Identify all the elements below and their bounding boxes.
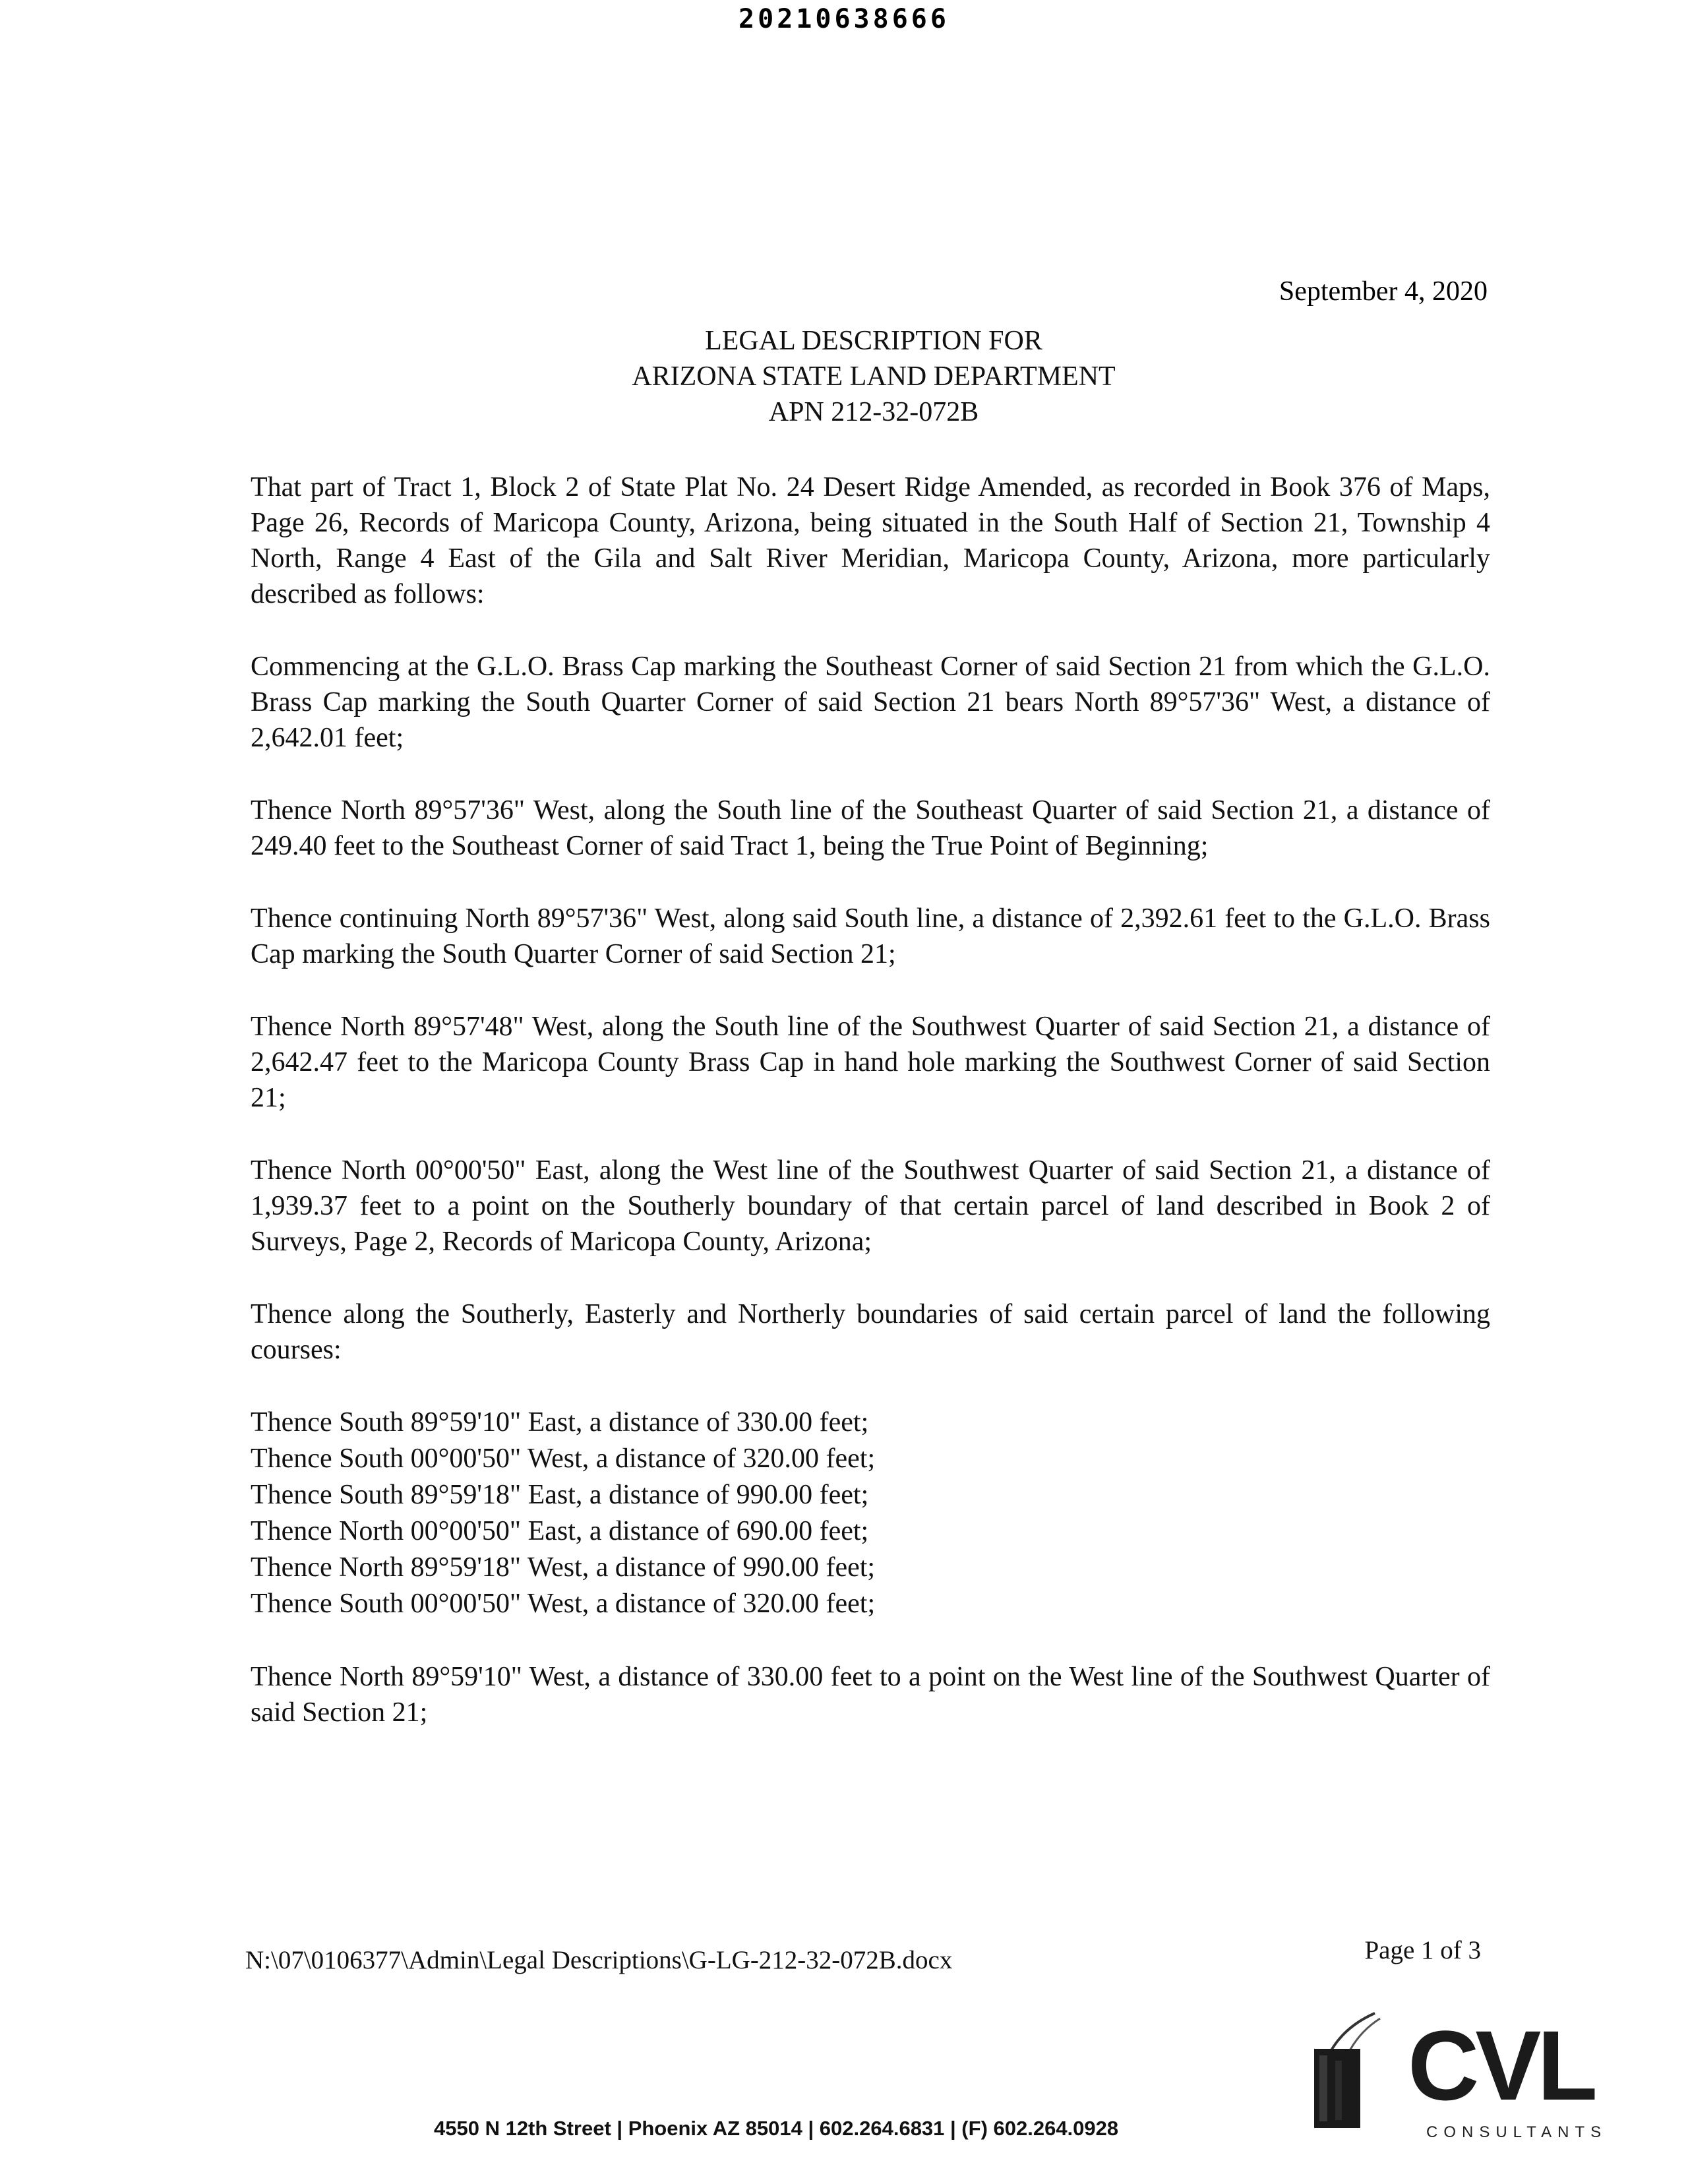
course-item: Thence South 00°00'50" West, a distance of 320.00 feet; — [251, 1589, 876, 1619]
document-date: September 4, 2020 — [1279, 276, 1488, 307]
title-line-3: APN 212-32-072B — [768, 397, 979, 427]
paragraph-point-of-beginning: Thence North 89°57'36" West, along the South line of the Southeast Quarter of said Section 21, a distance of 249.40 feet to the Southeast Corner of said Tract 1, being the True Point of Beginning; — [251, 795, 1490, 861]
paragraph-commencing: Commencing at the G.L.O. Brass Cap marking the Southeast Corner of said Section 21 from which the G.L.O. Brass Cap marking the South Quarter Corner of said Section 21 bears North 89°57'36" West, a distance of 2,642.01 feet; — [251, 652, 1490, 753]
cvl-logo-mark-icon — [1302, 2008, 1414, 2153]
legal-description-body — [251, 470, 1490, 1767]
paragraph-course: Thence continuing North 89°57'36" West, along said South line, a distance of 2,392.61 feet to the G.L.O. Brass Cap marking the South Quarter Corner of said Section 21; — [251, 903, 1490, 969]
paragraph-intro: That part of Tract 1, Block 2 of State Plat No. 24 Desert Ridge Amended, as recorded in Book 376 of Maps, Page 26, Records of Maricopa County, Arizona, being situated in the South Half of Section 21, Township 4 North, Range 4 East of the Gila and Salt River Meridian, Maricopa County, Arizona, more particularly described as follows: — [251, 472, 1490, 609]
logo-wordmark: CVL — [1408, 2010, 1594, 2121]
cvl-logo — [1302, 2008, 1606, 2153]
recording-number: 20210638666 — [738, 4, 950, 34]
document-title — [0, 323, 1688, 430]
course-item: Thence South 00°00'50" West, a distance of 320.00 feet; — [251, 1443, 876, 1474]
paragraph-boundaries: Thence along the Southerly, Easterly and Northerly boundaries of said certain parcel of land the following courses: — [251, 1299, 1490, 1365]
course-item: Thence North 00°00'50" East, a distance of 690.00 feet; — [251, 1516, 869, 1546]
course-item: Thence South 89°59'18" East, a distance of 990.00 feet; — [251, 1480, 869, 1510]
course-item: Thence North 89°59'18" West, a distance of 990.00 feet; — [251, 1552, 876, 1583]
office-address: 4550 N 12th Street | Phoenix AZ 85014 | 602.264.6831 | (F) 602.264.0928 — [434, 2117, 1119, 2140]
file-path: N:\07\0106377\Admin\Legal Descriptions\G-LG-212-32-072B.docx — [245, 1946, 953, 1974]
logo-subtitle: CONSULTANTS — [1426, 2123, 1608, 2141]
page-number: Page 1 of 3 — [1364, 1936, 1481, 1964]
course-item: Thence South 89°59'10" East, a distance of 330.00 feet; — [251, 1407, 869, 1438]
paragraph-final: Thence North 89°59'10" West, a distance of 330.00 feet to a point on the West line of the Southwest Quarter of said Section 21; — [251, 1662, 1490, 1728]
title-line-2: ARIZONA STATE LAND DEPARTMENT — [632, 361, 1116, 392]
title-line-1: LEGAL DESCRIPTION FOR — [705, 326, 1042, 356]
paragraph-course: Thence North 89°57'48" West, along the South line of the Southwest Quarter of said Section 21, a distance of 2,642.47 feet to the Maricopa County Brass Cap in hand hole marking the Southwest Corner of said Section 21; — [251, 1012, 1490, 1113]
paragraph-course: Thence North 00°00'50" East, along the West line of the Southwest Quarter of said Section 21, a distance of 1,939.37 feet to a point on the Southerly boundary of that certain parcel of land described in Book 2 of Surveys, Page 2, Records of Maricopa County, Arizona; — [251, 1155, 1490, 1257]
courses-list — [251, 1405, 1490, 1622]
